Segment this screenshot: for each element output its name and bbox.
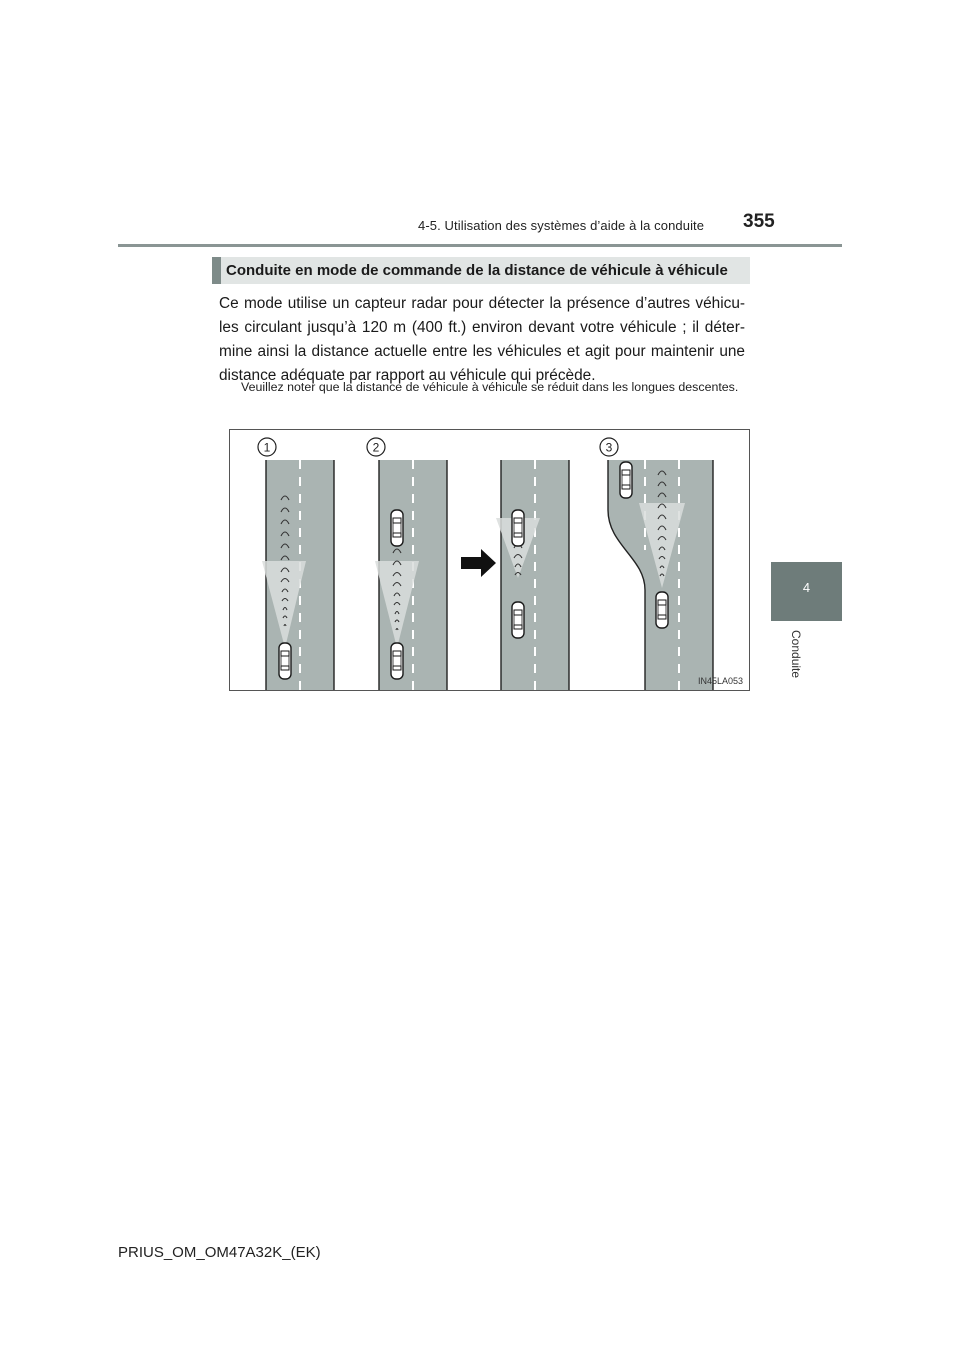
note-paragraph: Veuillez noter que la distance de véhicule à véhicule se réduit dans les longues descentes. bbox=[241, 380, 739, 394]
section-heading bbox=[212, 257, 750, 284]
road-4 bbox=[608, 460, 713, 691]
label-2 bbox=[367, 438, 385, 456]
chapter-tab[interactable] bbox=[771, 562, 842, 621]
road-2 bbox=[375, 460, 447, 691]
section-heading-text: Conduite en mode de commande de la distance de véhicule à véhicule bbox=[226, 262, 728, 279]
label-1 bbox=[258, 438, 276, 456]
chapter-label: Conduite bbox=[789, 630, 803, 679]
chapter-number: 4 bbox=[802, 580, 811, 595]
page-number: 355 bbox=[743, 211, 775, 232]
header-divider bbox=[118, 244, 842, 247]
body-paragraph: Ce mode utilise un capteur radar pour détecter la présence d’autres véhicu-les circulant jusqu’à 120 m (400 ft.) environ devant votre véhicule ; il déter-mine ainsi la distance actuelle entre les véhicules et agit pour maintenir une distance adéquate par rapport au véhicule qui précède. bbox=[219, 295, 745, 384]
figure-code: IN45LA053 bbox=[697, 676, 743, 686]
arrow-right-icon bbox=[461, 549, 496, 577]
footer-document-code: PRIUS_OM_OM47A32K_(EK) bbox=[118, 1244, 321, 1261]
svg-text:1: 1 bbox=[263, 440, 271, 455]
radar-illustration bbox=[229, 429, 750, 691]
svg-text:3: 3 bbox=[605, 440, 613, 455]
label-3 bbox=[600, 438, 618, 456]
road-3 bbox=[496, 460, 569, 691]
road-1 bbox=[262, 460, 334, 691]
svg-text:2: 2 bbox=[372, 440, 380, 455]
header-section-title: 4-5. Utilisation des systèmes d’aide à la conduite bbox=[418, 218, 705, 233]
